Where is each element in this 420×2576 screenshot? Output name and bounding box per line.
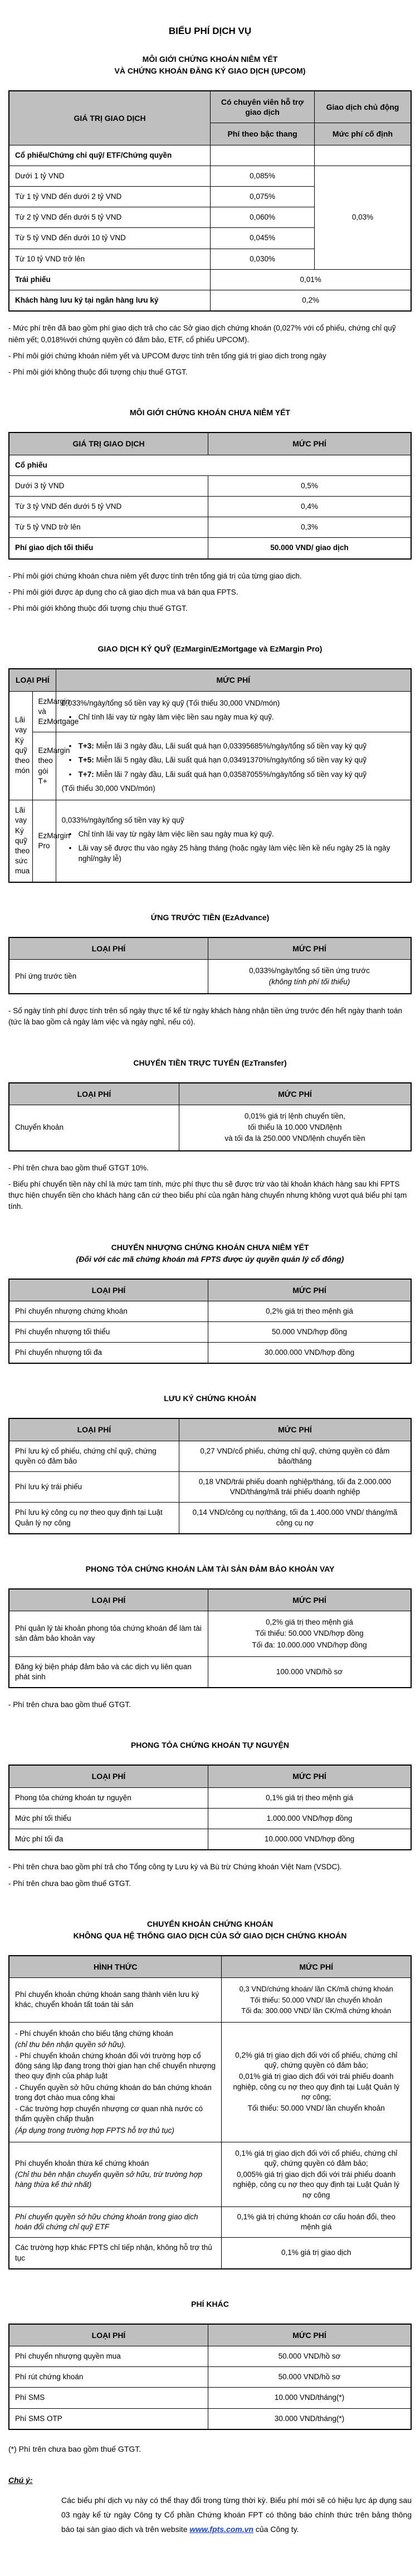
fee-type-label: Phí chuyển nhượng tối thiểu xyxy=(9,1321,208,1342)
fee-detail-cell xyxy=(208,1611,412,1657)
col-header-fee: MỨC PHÍ xyxy=(179,1418,411,1441)
min-fee-label: Phí giao dịch tối thiểu xyxy=(9,538,208,559)
fee-minimum: Tối thiểu: 50.000 VND/hợp đồng xyxy=(255,1629,364,1638)
fee-note-bullet: • Chỉ tính lãi vay từ ngày làm việc liền sau ngày mua ký quỹ. xyxy=(62,829,405,839)
package-name: T+3: xyxy=(78,742,94,751)
fee-value: 0,1% giá trị theo mệnh giá xyxy=(208,1787,412,1808)
fee-group-label: Lãi vay Ký quỹ theo sức mua xyxy=(9,800,32,882)
table-row xyxy=(9,2142,411,2206)
listed-brokerage-fee-table xyxy=(8,90,412,312)
fee-type-label: Chuyển khoản xyxy=(9,1105,179,1150)
col-header-fixed-fee: Mức phí cố định xyxy=(314,123,411,145)
fee-type-line: - Chuyển quyền sở hữu chứng khoán do bán chứng khoán trong đợt chào mua công khai xyxy=(15,2083,212,2102)
table-row xyxy=(9,475,411,496)
tier-label: Từ 5 tỷ VND trở lên xyxy=(9,517,208,538)
fee-type-label: Phong tỏa chứng khoán tự nguyện xyxy=(9,1787,208,1808)
table-row xyxy=(9,2206,411,2237)
note-line: - Phí môi giới không thuộc đối tượng chịu thuế GTGT. xyxy=(8,604,188,613)
fee-note-bullet: • Chỉ tính lãi vay từ ngày làm việc liền sau ngày mua ký quỹ. xyxy=(62,712,405,722)
section-heading-margin-trading: GIAO DỊCH KÝ QUỸ (EzMargin/EzMortgage và EzMargin Pro) xyxy=(97,644,323,654)
empty-cell xyxy=(211,145,315,166)
fee-type-line: - Phí chuyển khoản cho biếu tặng chứng khoán xyxy=(15,2029,173,2038)
package-terms: Miễn lãi 7 ngày đầu, Lãi suất quá hạn 0,03587055%/ngày/tổng số tiền vay ký quỹ xyxy=(94,770,367,779)
custody-bank-fee: 0,2% xyxy=(211,290,411,312)
note-line: - Phí môi giới chứng khoán chưa niêm yết được tính trên tổng giá trị của từng giao dịch. xyxy=(8,571,302,580)
col-header-fee: MỨC PHÍ xyxy=(208,432,412,455)
table-row xyxy=(9,1503,411,1534)
tier-fee: 0,3% xyxy=(208,517,412,538)
fee-rate: 0,033%/ngày/tổng số tiền ứng trước xyxy=(249,966,370,975)
table-row xyxy=(9,1656,411,1688)
section-heading-other-fees: PHÍ KHÁC xyxy=(191,2299,229,2308)
note-line: - Phí môi giới không thuộc đối tượng chịu thuế GTGT. xyxy=(8,368,188,377)
tier-label: Từ 3 tỷ VND đến dưới 5 tỷ VND xyxy=(9,496,208,517)
fee-detail-cell xyxy=(222,2142,411,2206)
col-header-fee-type: LOẠI PHÍ xyxy=(9,1279,208,1301)
fee-type-cell xyxy=(9,2142,222,2206)
col-header-fee: MỨC PHÍ xyxy=(208,1589,412,1611)
notes-block xyxy=(8,1699,412,1710)
col-header-fee: MỨC PHÍ xyxy=(56,669,411,691)
col-header-tier-fee: Phí theo bậc thang xyxy=(211,123,315,145)
notes-block xyxy=(8,571,412,615)
package-terms: Miễn lãi 3 ngày đầu, Lãi suất quá hạn 0,03395685%/ngày/tổng số tiền vay ký quỹ xyxy=(94,742,367,751)
fee-type-label: Phí chuyển nhượng chứng khoán xyxy=(9,1301,208,1321)
fee-type-label: Các trường hợp khác FPTS chỉ tiếp nhận, không hỗ trợ thủ tục xyxy=(9,2238,222,2269)
col-header-transaction-value: GIÁ TRỊ GIAO DỊCH xyxy=(9,91,211,145)
table-row xyxy=(9,269,411,290)
tier-fee: 0,045% xyxy=(211,228,315,249)
package-name: T+5: xyxy=(78,756,94,765)
fee-value: 0,18 VND/trái phiếu doanh nghiệp/tháng, tối đa 2.000.000 VND/tháng/mã trái phiếu doanh nghiệp xyxy=(179,1472,411,1503)
col-header-fee-type: LOẠI PHÍ xyxy=(9,1589,208,1611)
heading-line: MÔI GIỚI CHỨNG KHOÁN NIÊM YẾT xyxy=(142,55,278,64)
other-fees-table xyxy=(8,2324,412,2430)
page-title: BIỂU PHÍ DỊCH VỤ xyxy=(168,26,252,36)
notes-block xyxy=(8,323,412,378)
attention-heading: Chú ý: xyxy=(8,2475,33,2485)
fee-note-bullet xyxy=(62,770,405,780)
table-row xyxy=(9,691,411,732)
fee-minimum: Tối thiểu: 50.000 VND/ lần chuyển khoản xyxy=(250,1995,383,2004)
attention-text: Các biểu phí dịch vụ này có thể thay đổi trong từng thời kỳ. Biểu phí mới sẽ có hiệu lực áp dụng sau 03 ngày kể từ ngày Công ty Cổ phần Chứng khoán FPT có thông báo chính thức trên bảng thông báo tại sàn giao dịch và trên website xyxy=(61,2495,412,2534)
tier-fee: 0,085% xyxy=(211,166,315,186)
table-row xyxy=(9,2388,411,2408)
table-row xyxy=(9,1808,411,1829)
col-header-form: HÌNH THỨC xyxy=(9,1956,222,1978)
fee-type-label: Phí rút chứng khoán xyxy=(9,2367,208,2388)
empty-cell xyxy=(314,145,411,166)
tier-label: Từ 1 tỷ VND đến dưới 2 tỷ VND xyxy=(9,187,211,207)
attention-text: của Công ty. xyxy=(253,2524,299,2534)
fee-type-label: Mức phí tối thiểu xyxy=(9,1808,208,1829)
note-line: - Phí trên chưa bao gồm thuế GTGT 10%. xyxy=(8,1163,149,1172)
fee-maximum: và tối đa là 250.000 VND/lệnh chuyển tiền xyxy=(224,1134,365,1143)
bond-row-label: Trái phiếu xyxy=(9,269,211,290)
tier-fee: 0,060% xyxy=(211,207,315,228)
table-row xyxy=(9,1472,411,1503)
fee-type-label: Phí lưu ký công cụ nợ theo quy định tại Luật Quản lý nợ công xyxy=(9,1503,179,1534)
table-row xyxy=(9,2346,411,2366)
section-heading-unlisted-brokerage: MÔI GIỚI CHỨNG KHOÁN CHƯA NIÊM YẾT xyxy=(130,408,290,417)
fee-detail-cell xyxy=(208,959,412,994)
col-header-transaction-value: GIÁ TRỊ GIAO DỊCH xyxy=(9,432,208,455)
fee-type-line: - Các trường hợp chuyển nhượng cơ quan nhà nước có thẩm quyền chấp thuận xyxy=(15,2104,203,2123)
col-header-fee-type: LOẠI PHÍ xyxy=(9,1765,208,1787)
table-row xyxy=(9,517,411,538)
col-header-assisted: Có chuyên viên hỗ trợ giao dịch xyxy=(211,91,315,123)
tier-label: Dưới 1 tỷ VND xyxy=(9,166,211,186)
cash-advance-fee-table xyxy=(8,937,412,995)
col-header-fee-type: LOẠI PHÍ xyxy=(9,2324,208,2346)
tier-fee: 0,5% xyxy=(208,475,412,496)
fee-type-label: Phí chuyển khoản chứng khoán sang thành viên lưu ký khác, chuyển khoản tất toán tài sản xyxy=(9,1977,222,2022)
col-header-fee-type: LOẠI PHÍ xyxy=(9,937,208,960)
table-row xyxy=(9,959,411,994)
notes-block xyxy=(8,1163,412,1213)
fee-type-label: Mức phí tối đa xyxy=(9,1829,208,1850)
fee-value: 50.000 VND/hồ sơ xyxy=(208,2346,412,2366)
notes-block xyxy=(8,1861,412,1889)
fee-value: 10.000.000 VND/hợp đồng xyxy=(208,1829,412,1850)
col-header-fee: MỨC PHÍ xyxy=(179,1083,411,1105)
fee-rate: 0,01% giá trị lệnh chuyển tiền, xyxy=(244,1111,345,1120)
fee-note: (không tính phí tối thiểu) xyxy=(268,978,350,986)
note-line: - Phí môi giới chứng khoán niêm yết và UPCOM được tính trên tổng giá trị giao dịch trong ngày xyxy=(8,351,326,360)
fee-rate: 0,1% giá trị giao dịch đối với cổ phiếu, chứng chỉ quỹ, chứng quyền có đảm bảo; xyxy=(235,2149,398,2168)
bond-fee: 0,01% xyxy=(211,269,411,290)
heading-line: VÀ CHỨNG KHOÁN ĐĂNG KÝ GIAO DỊCH (UPCOM) xyxy=(114,66,306,75)
fee-rate: 0,01% giá trị giao dịch đối với trái phiếu doanh nghiệp, công cụ nợ theo quy định tại Luật Quản lý nợ công; xyxy=(233,2072,399,2101)
group-row-label: Cổ phiếu/Chứng chỉ quỹ/ ETF/Chứng quyền xyxy=(9,145,211,166)
fee-type-cell xyxy=(9,2022,222,2142)
fee-value: 50.000 VND/hợp đồng xyxy=(208,1321,412,1342)
note-line: - Biểu phí chuyển tiền này chỉ là mức tạm tính, mức phí thực thu sẽ được trừ vào tài khoản khách hàng sau khi FPTS thực hiện chuyển tiền cho khách hàng căn cứ theo biểu phí của ngân hàng chuyển nhưng không vượt quá biểu phí tạm tính. xyxy=(8,1179,407,1211)
col-header-fee: MỨC PHÍ xyxy=(208,1279,412,1301)
fee-type-label: Phí lưu ký trái phiếu xyxy=(9,1472,179,1503)
fee-value: 1.000.000 VND/hợp đồng xyxy=(208,1808,412,1829)
tier-fee: 0,030% xyxy=(211,249,315,269)
table-row xyxy=(9,1977,411,2022)
section-heading-off-exchange-transfer xyxy=(8,1918,412,1942)
fee-type-label: Đăng ký biện pháp đảm bảo và các dịch vụ liên quan phát sinh xyxy=(9,1656,208,1688)
tier-fee: 0,075% xyxy=(211,187,315,207)
table-row xyxy=(9,496,411,517)
note-line: - Phí trên chưa bao gồm thuế GTGT. xyxy=(8,1879,131,1888)
table-row xyxy=(9,1343,411,1364)
table-row xyxy=(9,145,411,166)
fee-value: 50.000 VND/hồ sơ xyxy=(208,2367,412,2388)
col-header-fee: MỨC PHÍ xyxy=(222,1956,411,1978)
fee-type-label: Phí chuyển quyền sở hữu chứng khoán trong giao dịch hoán đổi chứng chỉ quỹ ETF xyxy=(9,2206,222,2237)
online-transfer-fee-table xyxy=(8,1082,412,1151)
section-heading-voluntary-blockade: PHONG TỎA CHỨNG KHOÁN TỰ NGUYỆN xyxy=(130,1741,290,1750)
heading-line: CHUYỂN NHƯỢNG CHỨNG KHOÁN CHƯA NIÊM YẾT xyxy=(111,1242,309,1252)
fee-value: 30.000 VND/tháng(*) xyxy=(208,2408,412,2429)
section-heading-depository: LƯU KÝ CHỨNG KHOÁN xyxy=(164,1394,256,1403)
product-label: EzMargin Pro xyxy=(32,800,56,882)
unlisted-transfer-fee-table xyxy=(8,1279,412,1364)
fee-note-bullet xyxy=(62,741,405,751)
table-row xyxy=(9,1321,411,1342)
fee-value: 0,1% giá trị giao dịch xyxy=(222,2238,411,2269)
section-heading-unlisted-transfer xyxy=(8,1242,412,1265)
fee-detail-cell xyxy=(222,2022,411,2142)
fee-type-label: Phí SMS xyxy=(9,2388,208,2408)
fee-minimum: (Tối thiểu 30,000 VND/món) xyxy=(61,784,155,793)
note-line: - Phí trên chưa bao gồm phí trả cho Tổng công ty Lưu ký và Bù trừ Chứng khoán Việt Nam (VSDC). xyxy=(8,1863,342,1872)
min-fee-value: 50.000 VND/ giao dịch xyxy=(208,538,412,559)
off-exchange-transfer-fee-table xyxy=(8,1955,412,2269)
col-header-active: Giao dịch chủ động xyxy=(314,91,411,123)
table-row xyxy=(9,455,411,475)
custody-bank-row-label: Khách hàng lưu ký tại ngân hàng lưu ký xyxy=(9,290,211,312)
col-header-fee-type: LOẠI PHÍ xyxy=(9,669,56,691)
package-terms: Miễn lãi 5 ngày đầu, Lãi suất quá hạn 0,03491370%/ngày/tổng số tiền vay ký quỹ xyxy=(94,756,367,765)
fee-type-note: (Áp dụng trong trường hợp FPTS hỗ trợ thủ tục) xyxy=(15,2126,174,2135)
fee-type-note: (chỉ thu bên nhận quyền sở hữu). xyxy=(15,2040,126,2049)
attention-paragraph xyxy=(8,2494,412,2537)
fee-value: 0,14 VND/công cụ nợ/tháng, tối đa 1.400.000 VND/ tháng/mã công cụ nợ xyxy=(179,1503,411,1534)
fee-type-label: Phí ứng trước tiền xyxy=(9,959,208,994)
tier-fee: 0,4% xyxy=(208,496,412,517)
note-line: - Mức phí trên đã bao gồm phí giao dịch trả cho các Sở giao dịch chứng khoán (0,027% với cổ phiếu, chứng chỉ quỹ niêm yết; 0,018%với chứng quyền có đảm bảo, ETF, cổ phiếu UPCOM). xyxy=(8,324,396,344)
heading-line: CHUYỂN KHOẢN CHỨNG KHOÁN xyxy=(146,1919,274,1928)
package-name: T+7: xyxy=(78,770,94,779)
website-link[interactable]: www.fpts.com.vn xyxy=(189,2524,253,2534)
fee-type-label: Phí quản lý tài khoản phong tỏa chứng khoán để làm tài sản đảm bảo khoản vay xyxy=(9,1611,208,1657)
group-row-label: Cổ phiếu xyxy=(9,455,411,475)
section-heading-listed-brokerage xyxy=(8,54,412,77)
table-row xyxy=(9,800,411,882)
fee-minimum: Tối thiểu: 50.000 VND/ lần chuyển khoản xyxy=(247,2104,385,2113)
fee-maximum: Tối đa: 10.000.000 VND/hợp đồng xyxy=(252,1640,367,1649)
collateral-blockade-fee-table xyxy=(8,1588,412,1688)
tier-label: Từ 10 tỷ VND trở lên xyxy=(9,249,211,269)
fee-rate: 0,033%/ngày/tổng số tiền vay ký quỹ (Tối thiểu 30,000 VND/món) xyxy=(61,698,280,707)
fee-value: 0,27 VND/cổ phiếu, chứng chỉ quỹ, chứng quyền có đảm bảo/tháng xyxy=(179,1441,411,1471)
table-row xyxy=(9,2367,411,2388)
section-heading-collateral-blockade: PHONG TỎA CHỨNG KHOÁN LÀM TÀI SẢN ĐẢM BẢO KHOẢN VAY xyxy=(85,1564,335,1573)
heading-line: KHÔNG QUA HỆ THỐNG GIAO DỊCH CỦA SỞ GIAO DỊCH CHỨNG KHOÁN xyxy=(73,1931,347,1940)
note-line: - Phí môi giới được áp dụng cho cả giao dịch mua và bán qua FPTS. xyxy=(8,587,238,596)
asterisk-note: (*) Phí trên chưa bao gồm thuế GTGT. xyxy=(8,2444,141,2453)
fee-minimum: tối thiểu là 10.000 VND/lệnh xyxy=(248,1123,342,1132)
fee-detail-cell xyxy=(179,1105,411,1150)
table-row xyxy=(9,2238,411,2269)
fee-value: 30.000.000 VND/hợp đồng xyxy=(208,1343,412,1364)
fee-type-line: - Phí chuyển khoản chứng khoán đối với trường hợp cổ đông sáng lập đang trong thời gian hạn chế chuyển nhượng theo quy định của pháp luật xyxy=(15,2052,216,2081)
table-row xyxy=(9,166,411,186)
table-row xyxy=(9,1105,411,1150)
margin-fee-table xyxy=(8,668,412,882)
col-header-fee-type: LOẠI PHÍ xyxy=(9,1418,179,1441)
note-line: - Số ngày tính phí được tính trên số ngày thực tế kể từ ngày khách hàng nhận tiền ứng trước đến hết ngày thanh toán (tức là bao gồm cả ngày làm việc và ngày nghỉ, nếu có). xyxy=(8,1007,402,1027)
note-line: - Phí trên chưa bao gồm thuế GTGT. xyxy=(8,1700,131,1709)
col-header-fee: MỨC PHÍ xyxy=(208,937,412,960)
fee-group-label: Lãi vay Ký quỹ theo món xyxy=(9,691,32,800)
fee-value: 0,1% giá trị chứng khoán cơ cấu hoán đổi, theo mệnh giá xyxy=(222,2206,411,2237)
voluntary-blockade-fee-table xyxy=(8,1765,412,1850)
tier-label: Từ 2 tỷ VND đến dưới 5 tỷ VND xyxy=(9,207,211,228)
fee-rate: 0,3 VND/chứng khoán/ lần CK/mã chứng khoán xyxy=(239,1984,393,1993)
table-row xyxy=(9,538,411,559)
product-label: EzMargin theo gói T+ xyxy=(32,732,56,800)
unlisted-brokerage-fee-table xyxy=(8,432,412,559)
col-header-fee-type: LOẠI PHÍ xyxy=(9,1083,179,1105)
fee-type-label: Phí SMS OTP xyxy=(9,2408,208,2429)
fee-type-label: Phí chuyển nhượng quyền mua xyxy=(9,2346,208,2366)
table-row xyxy=(9,1611,411,1657)
fee-detail-cell xyxy=(222,1977,411,2022)
fee-detail-cell xyxy=(56,691,411,732)
fee-rate: 0,2% giá trị giao dịch đối với cổ phiếu, chứng chỉ quỹ, chứng quyền có đảm bảo; xyxy=(235,2051,398,2070)
col-header-fee: MỨC PHÍ xyxy=(208,2324,412,2346)
heading-subtitle: (Đối với các mã chứng khoán mà FPTS được ủy quyền quản lý cổ đông) xyxy=(76,1254,344,1263)
tier-label: Dưới 3 tỷ VND xyxy=(9,475,208,496)
table-row xyxy=(9,2022,411,2142)
fee-detail-cell xyxy=(56,800,411,882)
table-row xyxy=(9,732,411,800)
table-row xyxy=(9,2408,411,2429)
fee-rate: 0,2% giá trị theo mệnh giá xyxy=(266,1618,353,1627)
col-header-fee: MỨC PHÍ xyxy=(208,1765,412,1787)
fee-type-label: Phí lưu ký cổ phiếu, chứng chỉ quỹ, chứng quyền có đảm bảo xyxy=(9,1441,179,1471)
fee-type-label: Phí chuyển nhượng tối đa xyxy=(9,1343,208,1364)
fee-note-bullet xyxy=(62,755,405,765)
fee-value: 0,2% giá trị theo mệnh giá xyxy=(208,1301,412,1321)
fee-maximum: Tối đa: 300.000 VND/ lần CK/mã chứng khoán xyxy=(241,2006,392,2015)
fee-type-note: (Chỉ thu bên nhận chuyển quyền sở hữu, trừ trường hợp hàng thừa kế thứ nhất) xyxy=(15,2170,203,2189)
fee-value: 100.000 VND/hồ sơ xyxy=(208,1656,412,1688)
section-heading-online-transfer: CHUYỂN TIỀN TRỰC TUYẾN (EzTransfer) xyxy=(133,1058,287,1067)
table-row xyxy=(9,1441,411,1471)
table-row xyxy=(9,1301,411,1321)
section-heading-cash-advance: ỨNG TRƯỚC TIỀN (EzAdvance) xyxy=(150,912,270,922)
table-row xyxy=(9,1829,411,1850)
fixed-fee-value: 0,03% xyxy=(314,166,411,269)
depository-fee-table xyxy=(8,1418,412,1534)
fee-type-line: Phí chuyển khoản thừa kế chứng khoán xyxy=(15,2159,149,2168)
notes-block xyxy=(8,1005,412,1028)
fee-rate: 0,033%/ngày/tổng số tiền vay ký quỹ xyxy=(61,815,184,824)
table-row xyxy=(9,1787,411,1808)
fee-note-bullet: • Lãi vay sẽ được thu vào ngày 25 hàng tháng (hoặc ngày làm việc liền kề nếu ngày 25 là ngày nghỉ/ngày lễ) xyxy=(62,843,405,863)
fee-rate: 0,005% giá trị giao dịch đối với trái phiếu doanh nghiệp, công cụ nợ theo quy định tại Luật Quản lý nợ công xyxy=(233,2170,399,2199)
table-row xyxy=(9,290,411,312)
product-label: EzMargin và EzMortgage xyxy=(32,691,56,732)
fee-value: 10.000 VND/tháng(*) xyxy=(208,2388,412,2408)
tier-label: Từ 5 tỷ VND đến dưới 10 tỷ VND xyxy=(9,228,211,249)
fee-detail-cell xyxy=(56,732,411,800)
